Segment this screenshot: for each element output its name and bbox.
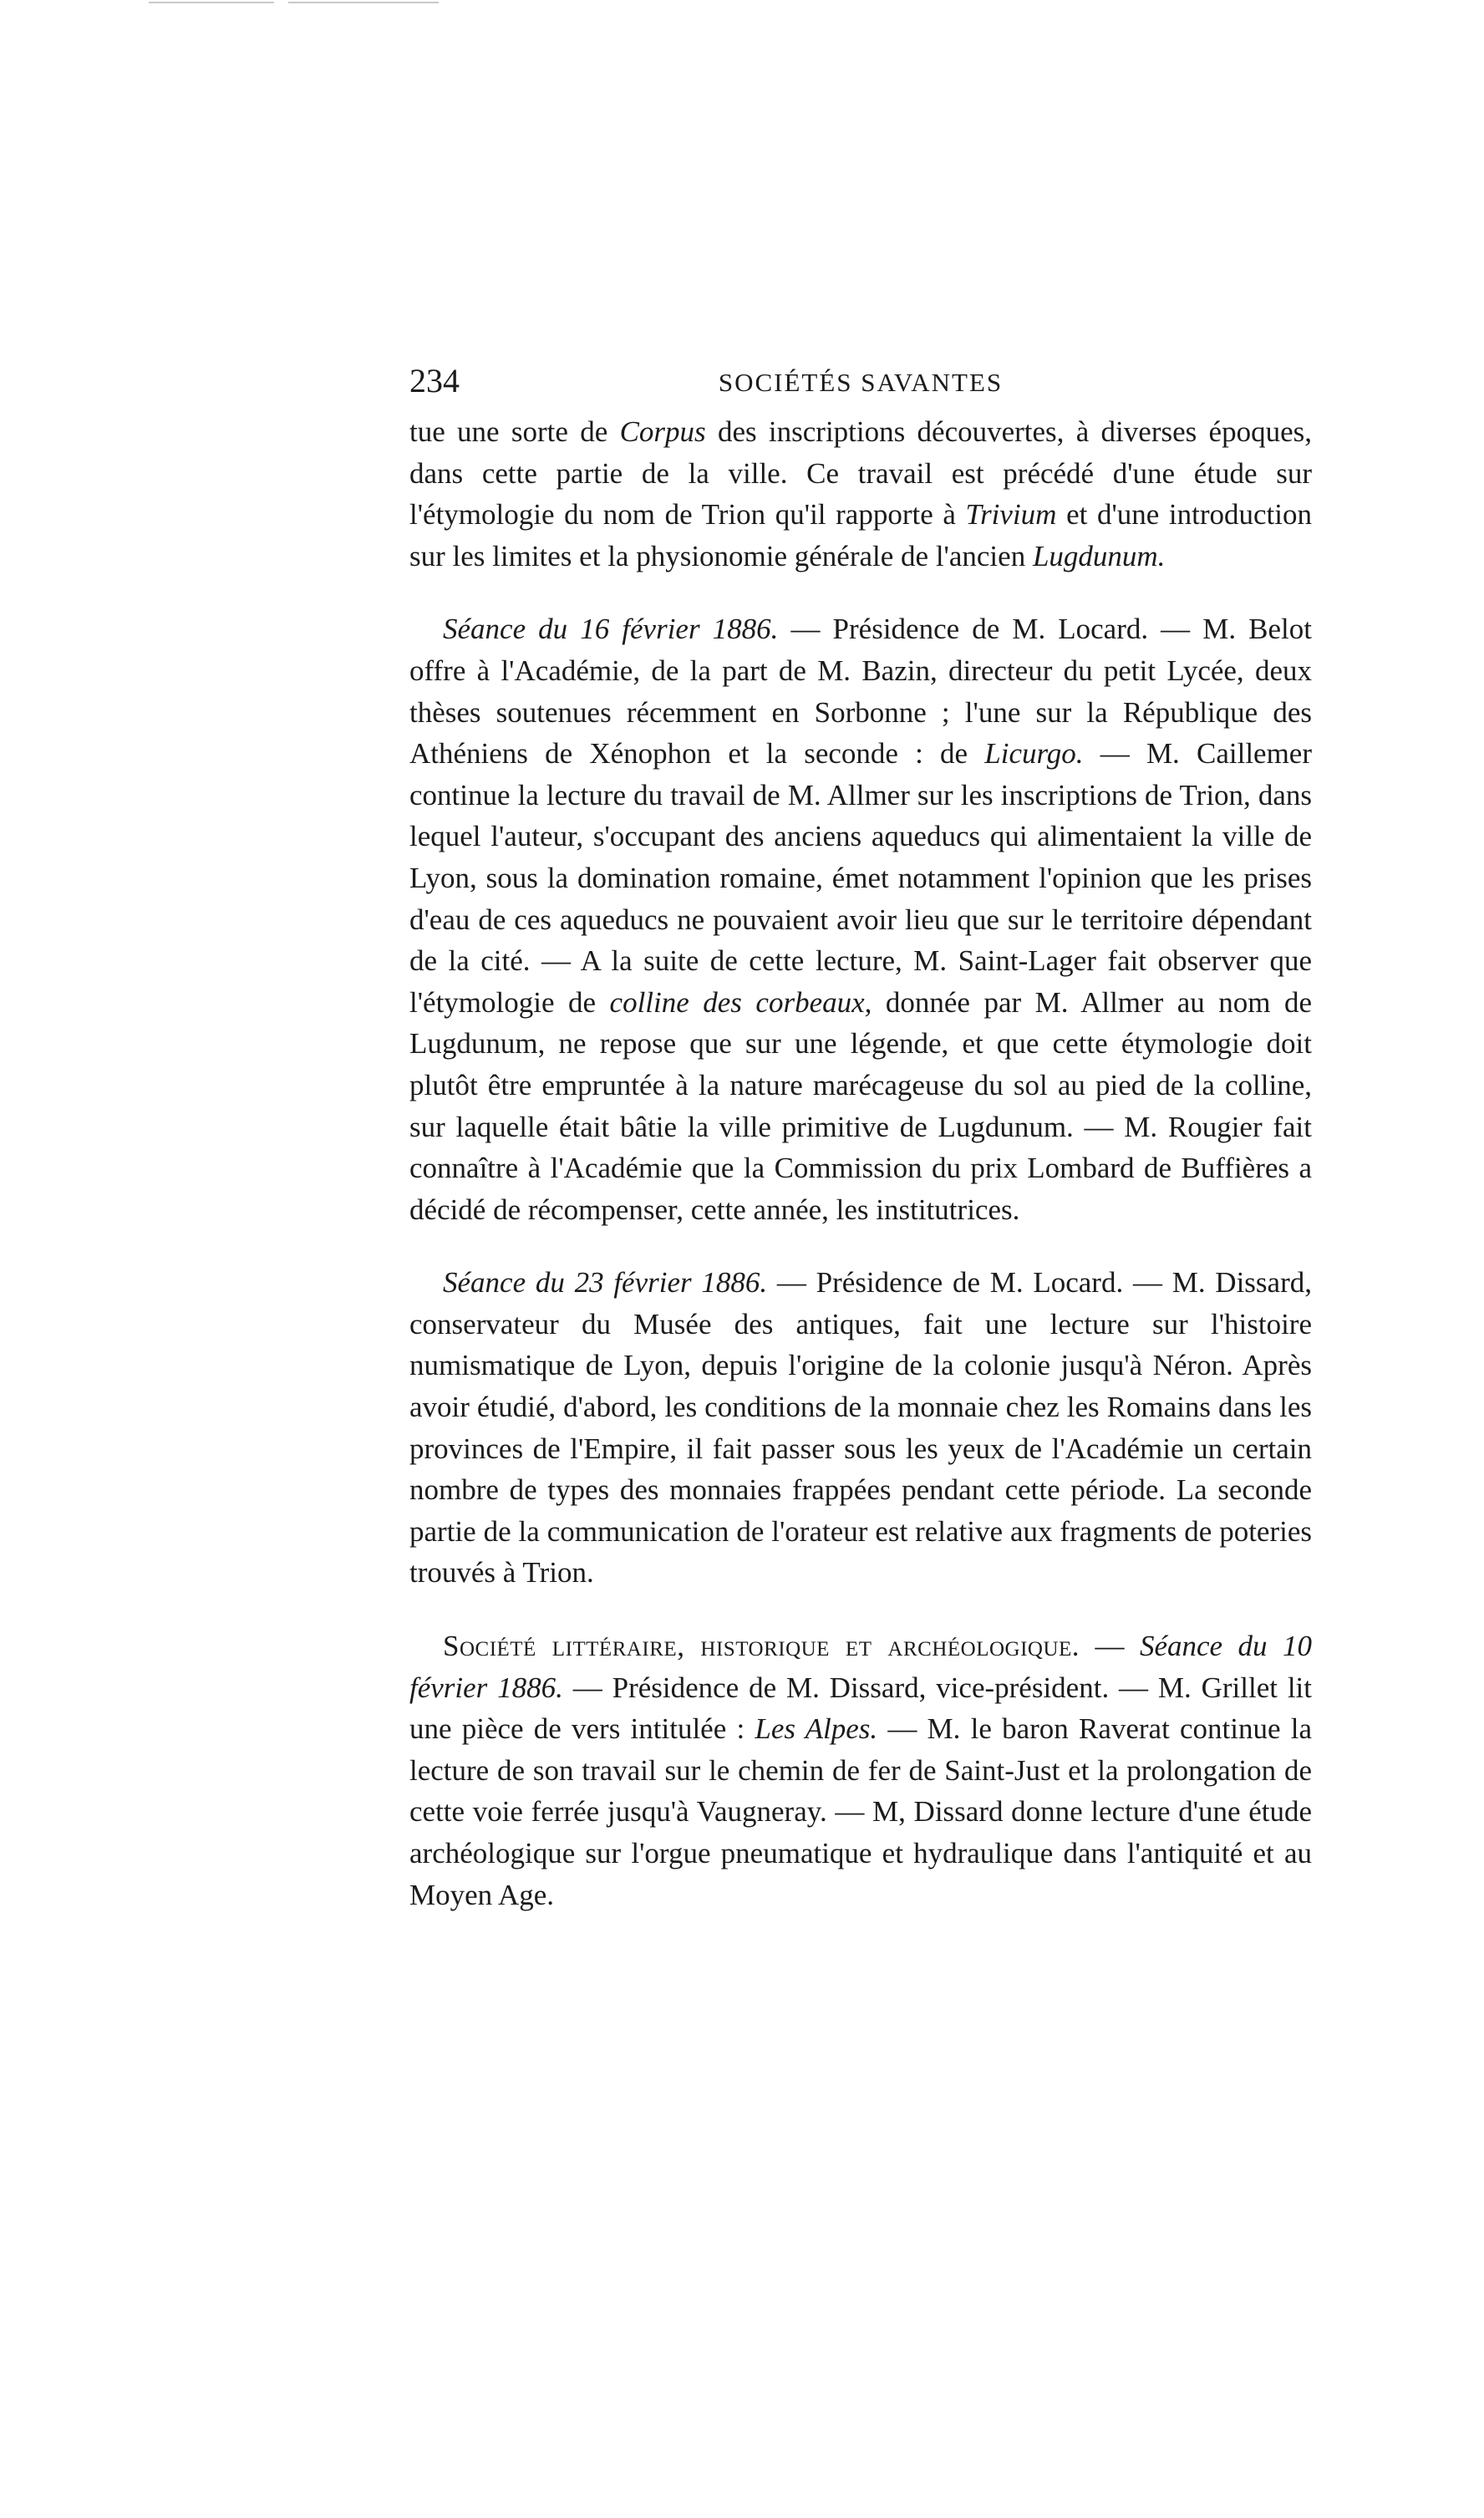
- italic-text: Les Alpes.: [755, 1712, 878, 1746]
- italic-text: colline des corbeaux,: [609, 985, 872, 1019]
- scan-artifact: [288, 2, 439, 3]
- paragraph-seance-16-fevrier: [409, 608, 1312, 1230]
- text-run: — Présidence de M. Locard. — M. Belot offre à l'Académie, de la part de M. Bazin, directeur du petit Lycée, deux thèses soutenues récemment en Sorbonne ; l'une sur la République des Athéniens de Xénophon et la seconde : de: [409, 613, 1313, 771]
- running-title: SOCIÉTÉS SAVANTES: [718, 368, 1004, 397]
- italic-text: Corpus: [619, 415, 706, 448]
- text-run: donnée par M. Allmer au nom de Lugdunum, ne repose que sur une légende, et que cette étymologie doit plutôt être empruntée à la nature marécageuse du sol au pied de la colline, sur laquelle était bâtie la ville primitive de Lugdunum. — M. Rougier fait connaître à l'Académie que la Commission du prix Lombard de Buffières a décidé de récompenser, cette année, les institutrices.: [409, 985, 1313, 1226]
- text-run: tue une sorte de: [409, 415, 620, 448]
- italic-text: Lugdunum.: [1032, 539, 1166, 572]
- paragraph-corpus: [409, 411, 1312, 577]
- italic-text: Licurgo.: [984, 737, 1084, 771]
- italic-text: Trivium: [965, 498, 1057, 532]
- page-number: 234: [409, 362, 460, 399]
- text-run: — M. Caillemer continue la lecture du travail de M. Allmer sur les inscriptions de Trion, dans lequel l'auteur, s'occupant des anciens aqueducs qui alimentaient la ville de Lyon, sous la domination romaine, émet notamment l'opinion que les prises d'eau de ces aqueducs ne pouvaient avoir lieu que sur le territoire dépendant de la cité. — A la suite de cette lecture, M. Saint-Lager fait observer que l'étymologie de: [409, 737, 1312, 1019]
- page-header: [409, 361, 1312, 411]
- session-heading: Séance du 10 février 1886.: [409, 1630, 1313, 1704]
- session-heading: Séance du 16 février 1886.: [443, 613, 779, 646]
- text-run: et d'une introduction sur les limites et la physionomie générale de l'ancien: [409, 498, 1313, 572]
- text-run: — Présidence de M. Dissard, vice-président. — M. Grillet lit une pièce de vers intitulée :: [409, 1671, 1313, 1746]
- paragraph-societe-litteraire: [409, 1625, 1312, 1915]
- paragraph-seance-23-fevrier: [409, 1262, 1312, 1594]
- society-heading: Société littéraire, historique et archéologique.: [443, 1630, 1080, 1663]
- text-run: des inscriptions découvertes, à diverses époques, dans cette partie de la ville. Ce travail est précédé d'une étude sur l'étymologie du nom de Trion qu'il rapporte à: [409, 415, 1312, 532]
- document-page: [409, 361, 1312, 1915]
- session-heading: Séance du 23 février 1886.: [443, 1266, 768, 1300]
- text-run: — M. le baron Raverat continue la lecture de son travail sur le chemin de fer de Saint-Just et la prolongation de cette voie ferrée jusqu'à Vaugneray. — M, Dissard donne lecture d'une étude archéologique sur l'orgue pneumatique et hydraulique dans l'antiquité et au Moyen Age.: [409, 1712, 1313, 1911]
- scan-artifact: [149, 2, 274, 3]
- text-run: —: [1080, 1630, 1140, 1663]
- text-run: — Présidence de M. Locard. — M. Dissard, conservateur du Musée des antiques, fait une lecture sur l'histoire numismatique de Lyon, depuis l'origine de la colonie jusqu'à Néron. Après avoir étudié, d'abord, les conditions de la monnaie chez les Romains dans les provinces de l'Empire, il fait passer sous les yeux de l'Académie un certain nombre de types des monnaies frappées pendant cette période. La seconde partie de la communication de l'orateur est relative aux fragments de poteries trouvés à Trion.: [409, 1266, 1312, 1590]
